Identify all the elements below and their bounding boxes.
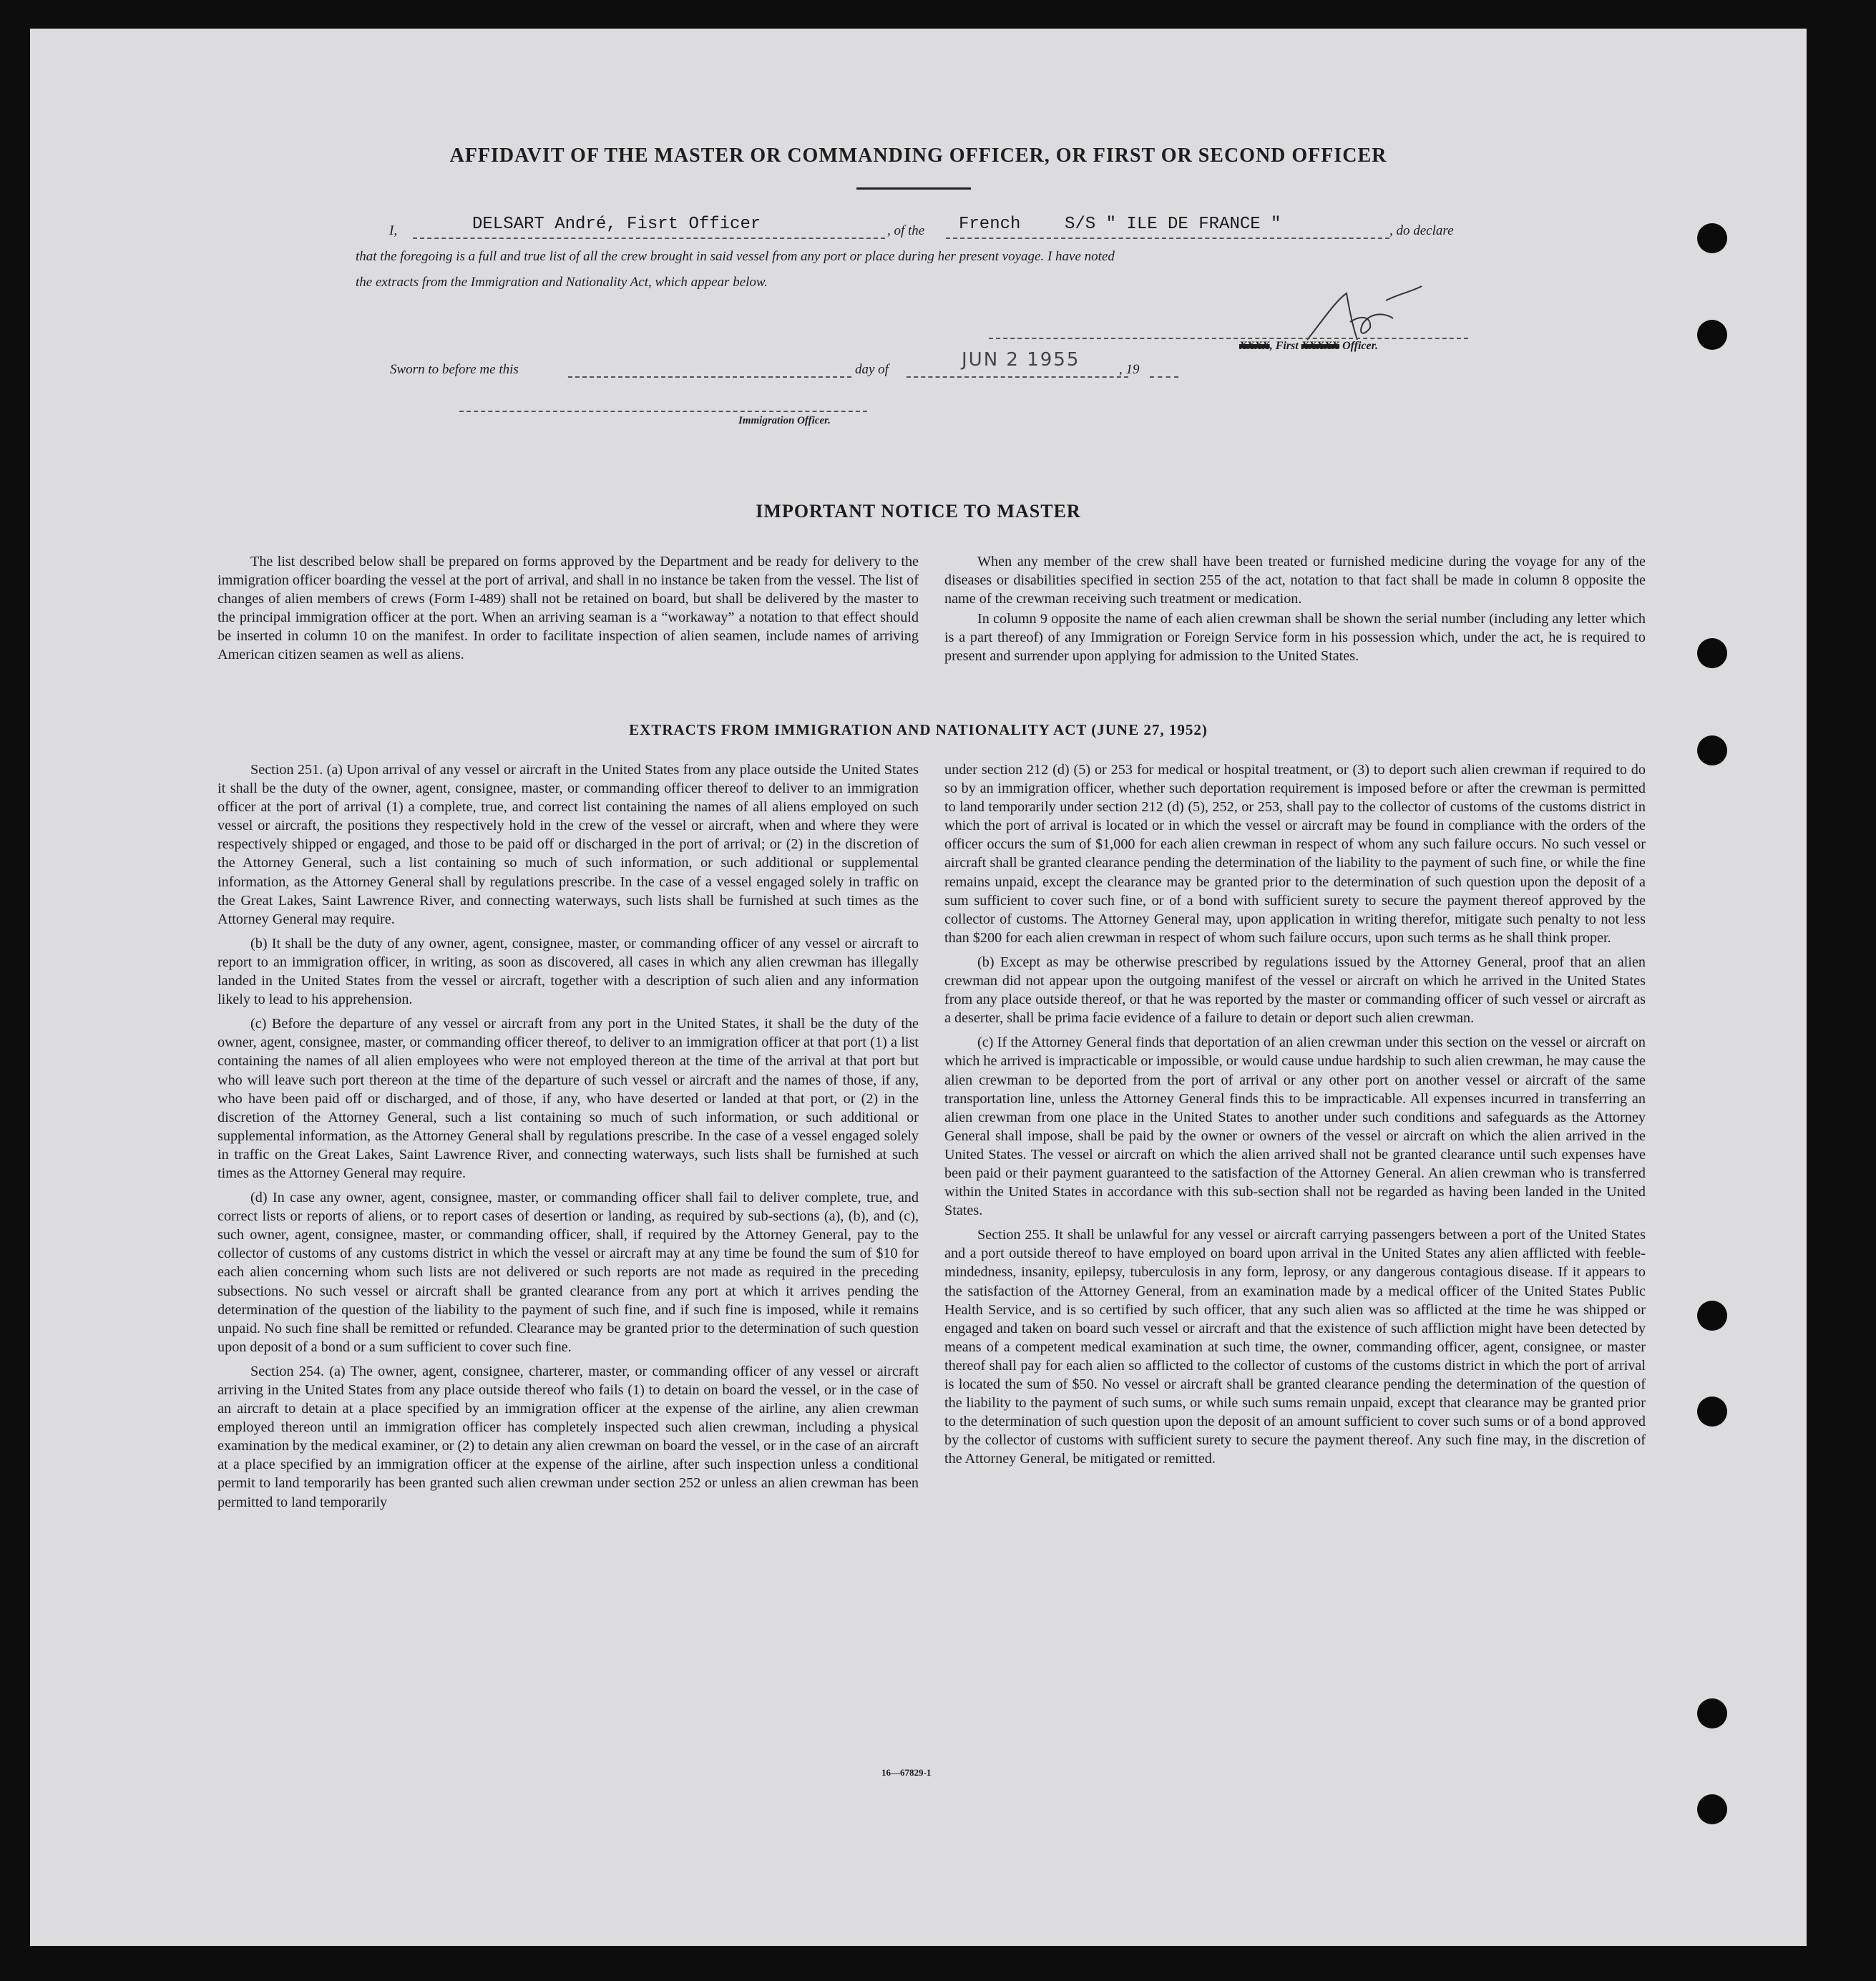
act-section-251d: (d) In case any owner, agent, consignee, master, or commanding officer shall fail to deliver complete, true, and correct lists or reports of aliens, or to report cases of desertion or landing, as required by sub-sections (a), (b), and (c), such owner, agent, consignee, master, or commanding officer, shall, if required by the Attorney General, pay to the collector of customs of any customs district in which the vessel or aircraft may at any time be found the sum of $10 for each alien concerning whom such lists are not delivered or such reports are not made as required in the preceding subsections. No such vessel or aircraft shall be granted clearance from any port at which it arrives pending the determination of the question of the liability to the payment of such fine, and if such fine is imposed, while it remains unpaid. No such fine shall be remitted or refunded. Clearance may be granted prior to the determination of such question upon deposit of a bond or a sum sufficient to cover such fine.: [218, 1190, 919, 1355]
immigration-officer-caption: Immigration Officer.: [738, 415, 831, 426]
punch-hole-1: [1697, 223, 1727, 253]
act-section-251b: (b) It shall be the duty of any owner, agent, consignee, master, or commanding officer of any vessel or aircraft to report to an immigration officer, in writing, as soon as discovered, all cases in which any alien crewman has illegally landed in the United States from the vessel or aircraft, together with a description of such alien and any information likely to lead to his apprehension.: [218, 935, 919, 1008]
vessel-nationality: French: [959, 215, 1021, 234]
sworn-day-field: [568, 376, 851, 378]
act-section-251a: Section 251. (a) Upon arrival of any vessel or aircraft in the United States from any place outside the United States it shall be the duty of the owner, agent, consignee, master, or commanding officer thereof to deliver to an immigration officer at the port of arrival (1) a complete, true, and correct list containing the names of all aliens employed on such vessel or aircraft, the positions they respectively hold in the crew of the vessel or aircraft, when and where they were respectively shipped or engaged, and those to be paid off or discharged in the port of arrival; or (2) in the discretion of the Attorney General, such a list containing so much of such information, or such additional or supplemental information, as the Attorney General shall by regulations prescribe. In the case of a vessel engaged solely in traffic on the Great Lakes, Saint Lawrence River, and connecting waterways, such lists shall be furnished at such times as the Attorney General may require.: [218, 762, 919, 927]
signature-caption: XXXX, First XXXXX Officer.: [1239, 340, 1378, 352]
immigration-officer-signature-line: [459, 411, 867, 412]
do-declare-label: , do declare: [1389, 223, 1454, 238]
struck-word-2: XXXXX: [1301, 340, 1340, 352]
date-stamp: JUN 2 1955: [962, 349, 1080, 371]
day-of-label: day of: [855, 362, 889, 377]
declaration-pronoun: I,: [389, 223, 398, 238]
act-section-254a-cont: under section 212 (d) (5) or 253 for medical or hospital treatment, or (3) to deport such alien crewman if required to do so by an immigration officer, whether such deportation requirement is imposed before or after the crewman is permitted to land temporarily under section 212 (d) (5), 252, or 253, shall pay to the collector of customs of the customs district in which the port of arrival is located or in which the vessel or aircraft may be found in compliance with the orders of the officer occurs the sum of $1,000 for each alien crewman in respect of whom any such failure occurs. No such vessel or aircraft shall be granted clearance pending the determination of the liability to the payment of such fine, or while the fine remains unpaid, except the clearance may be granted prior to the determination of such question upon the deposit of a sum sufficient to cover such fine, or of a bond with sufficient surety to secure the payment thereof approved by the collector of customs. The Attorney General may, upon application in writing therefor, mitigate such penalty to not less than $200 for each alien crewman in respect of whom such failure occurs, upon such terms as he shall think proper.: [944, 762, 1646, 946]
notice-title: IMPORTANT NOTICE TO MASTER: [756, 501, 1081, 522]
act-section-254a: Section 254. (a) The owner, agent, consignee, charterer, master, or commanding officer of any vessel or aircraft arriving in the United States from any place outside thereof who fails (1) to detain on board the vessel, or in the case of an aircraft to detain at a place specified by an immigration officer at the expense of the airline, any alien crewman employed thereon until an immigration officer has completely inspected such alien crewman, including a physical examination by the medical examiner, or (2) to detain any alien crewman on board the vessel, or in the case of an aircraft at a place specified by an immigration officer at the expense of the airline, after such inspection unless a conditional permit to land temporarily has been granted such alien crewman under section 252 or unless an alien crewman has been permitted to land temporarily: [218, 1363, 919, 1510]
sworn-year-field: [1150, 376, 1178, 378]
officer-name-field: [413, 238, 885, 239]
act-right-column: [944, 760, 1646, 1474]
punch-hole-3: [1697, 638, 1727, 668]
notice-right-paragraph-2: In column 9 opposite the name of each alien crewman shall be shown the serial number (including any letter which is a part thereof) of any Immigration or Foreign Service form in his possession which, under the act, he is required to present and surrender upon applying for admission to the United States.: [944, 611, 1646, 665]
act-section-254c: (c) If the Attorney General finds that deportation of an alien crewman under this section on the vessel or aircraft on which he arrived is impracticable or impossible, or would cause undue hardship to such alien crewman, he may cause the alien crewman to be deported from the port of arrival or any other port on another vessel or aircraft of the same transportation line, unless the Attorney General finds this to be impracticable. All expenses incurred in transferring an alien crewman from one place in the United States to another under such conditions and safeguards as the Attorney General shall impose, shall be paid by the owner or owners of the vessel or aircraft on which the alien arrived in the United States. The vessel or aircraft on which the alien arrived shall not be granted clearance until such expenses have been paid or their payment guaranteed to the satisfaction of the Attorney General. An alien crewman who is transferred within the United States in accordance with this sub-section shall not be regarded as having been landed in the United States.: [944, 1034, 1646, 1219]
punch-hole-2: [1697, 320, 1727, 350]
punch-hole-5: [1697, 1301, 1727, 1331]
vessel-name: S/S " ILE DE FRANCE ": [1065, 215, 1281, 234]
act-section-255: Section 255. It shall be unlawful for any vessel or aircraft carrying passengers between a port of the United States and a port outside thereof to have employed on board upon arrival in the United States any alien afflicted with feeble-mindedness, insanity, epilepsy, tuberculosis in any form, leprosy, or any dangerous contagious disease. If it appears to the satisfaction of the Attorney General, from an examination made by a medical officer of the United States Public Health Service, and is so certified by such officer, that any such alien was so afflicted at the time he was shipped or engaged and taken on board such vessel or aircraft and that the existence of such affliction might have been detected by means of a competent medical examination at such time, the owner, commanding officer, agent, consignee, or master thereof shall pay for each alien so afflicted to the collector of customs of the customs district in which the port of arrival is located the sum of $50. No vessel or aircraft shall be granted clearance pending the determination of the question of the liability to the payment of such sums, or while such sums remain unpaid, except that clearance may be granted prior to the determination of such question upon the deposit of an amount sufficient to cover such sums or of a bond approved by the collector of customs with sufficient surety to secure the payment thereof. Any such fine may, in the discretion of the Attorney General, be mitigated or remitted.: [944, 1227, 1646, 1467]
signature-line: [989, 338, 1468, 339]
notice-left-paragraph: The list described below shall be prepared on forms approved by the Department and be ready for delivery to the immigration officer boarding the vessel at the port of arrival, and shall in no instance be taken from the vessel. The list of changes of alien members of crews (Form I-489) shall not be retained on board, but shall be delivered by the master to the principal immigration officer at the port. When an arriving seaman is a “workaway” a notation to that effect should be inserted in column 10 on the manifest. In order to facilitate inspection of alien seamen, include names of arriving American citizen seamen as well as aliens.: [218, 554, 919, 663]
of-the-label: , of the: [887, 223, 925, 238]
punch-hole-6: [1697, 1397, 1727, 1427]
affidavit-title: AFFIDAVIT OF THE MASTER OR COMMANDING OFFICER, OR FIRST OR SECOND OFFICER: [449, 145, 1387, 167]
punch-hole-4: [1697, 735, 1727, 766]
punch-hole-7: [1697, 1698, 1727, 1728]
notice-left-column: [218, 552, 919, 670]
title-rule: [856, 187, 971, 190]
sworn-month-field: [907, 376, 1128, 378]
form-code: 16—67829-1: [881, 1767, 932, 1778]
struck-word-1: XXXX: [1239, 340, 1270, 352]
document-page: [30, 29, 1807, 1946]
notice-right-paragraph-1: When any member of the crew shall have been treated or furnished medicine during the voyage for any of the diseases or disabilities specified in section 255 of the act, notation to that fact shall be made in column 8 opposite the name of the crewman receiving such treatment or medication.: [944, 554, 1646, 607]
act-section-251c: (c) Before the departure of any vessel or aircraft from any port in the United States, it shall be the duty of the owner, agent, consignee, master, or commanding officer thereof, to deliver to an immigration officer at that port (1) a list containing the names of all alien employees who were not employed thereon at the time of the arrival at that port but who will leave such port thereon at the time of the departure of such vessel or aircraft and the names of those, if any, who have been paid off or discharged, and of those, if any, who have deserted or landed at that port, or (2) in the discretion of the Attorney General, such a list containing so much of such information, or such additional or supplemental information, as the Attorney General shall by regulations prescribe. In the case of a vessel engaged solely in traffic on the Great Lakes, Saint Lawrence River, and connecting waterways, such lists shall be furnished at such times as the Attorney General may require.: [218, 1016, 919, 1181]
extracts-title: EXTRACTS FROM IMMIGRATION AND NATIONALITY ACT (JUNE 27, 1952): [629, 721, 1208, 738]
officer-name: DELSART André, Fisrt Officer: [472, 215, 761, 234]
punch-hole-8: [1697, 1794, 1727, 1824]
act-left-column: [218, 760, 919, 1517]
notice-right-column: [944, 552, 1646, 672]
declaration-line-2: that the foregoing is a full and true list of all the crew brought in said vessel from any port or place during her present voyage. I have noted: [356, 249, 1115, 264]
year-label: , 19: [1119, 362, 1140, 377]
vessel-field: [946, 238, 1389, 239]
act-section-254b: (b) Except as may be otherwise prescribed by regulations issued by the Attorney General, proof that an alien crewman did not appear upon the outgoing manifest of the vessel or aircraft on which he arrived in the United States from any place outside thereof, or that he was reported by the master or commanding officer of such vessel or aircraft as a deserter, shall be prima facie evidence of a failure to detain or deport such alien crewman.: [944, 954, 1646, 1027]
sworn-label: Sworn to before me this: [390, 362, 519, 377]
declaration-line-3: the extracts from the Immigration and Nationality Act, which appear below.: [356, 275, 768, 290]
